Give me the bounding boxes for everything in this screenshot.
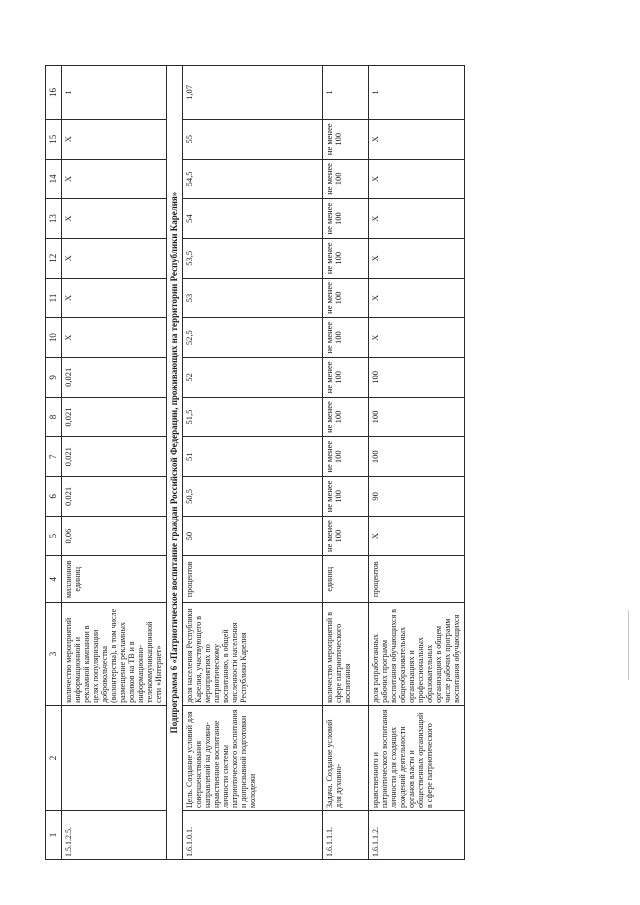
row-unit: миллионов единиц: [62, 556, 167, 603]
row-value: 0,021: [62, 397, 167, 437]
row-value: не менее 100: [323, 358, 369, 398]
row-value: X: [369, 119, 465, 159]
row-value: не менее 100: [323, 437, 369, 477]
col-header: 5: [46, 516, 62, 556]
row-indicator: доля разработанных рабочих программ воспитания обучающихся в общеобразовательных организациях и профессиональных образовательных организациях в общем числе рабочих программ воспитания обучающихся: [369, 603, 465, 706]
row-unit: единиц: [323, 556, 369, 603]
subprogram-row: [167, 66, 183, 860]
row-value: не менее 100: [323, 477, 369, 517]
row-value: 51: [183, 437, 323, 477]
row-value: не менее 100: [323, 516, 369, 556]
row-value: X: [62, 318, 167, 358]
row-value: X: [62, 159, 167, 199]
col-header: 16: [46, 66, 62, 120]
row-value: X: [369, 516, 465, 556]
row-value: 0,021: [62, 437, 167, 477]
col-header: 7: [46, 437, 62, 477]
row-name: нравственного и патриотического воспитания личности для сходящих рождений деятельности органов власти и общественных организаций в сфере патриотического: [369, 705, 465, 810]
row-value: 50: [183, 516, 323, 556]
row-link: 1,07: [183, 66, 323, 120]
row-value: 51,5: [183, 397, 323, 437]
row-value: X: [369, 199, 465, 239]
row-id: 1.5.1.2.5.: [62, 810, 167, 859]
row-indicator: количество мероприятий в сфере патриотического воспитания: [323, 603, 369, 706]
row-value: 0,021: [62, 358, 167, 398]
row-link: 1: [369, 66, 465, 120]
row-value: X: [369, 318, 465, 358]
row-name: Задача. Создание условий для духовно-: [323, 705, 369, 810]
row-id: 1.6.1.1.2.: [369, 810, 465, 859]
row-value: X: [62, 238, 167, 278]
row-indicator: количество мероприятий информационной и рекламной кампании в целях популяризации добровольчества (волонтерства), в том числе размещение рекламных роликов на ТВ и в информационно-телекоммуникационной сети «Интернет»: [62, 603, 167, 706]
row-value: 90: [369, 477, 465, 517]
row-value: X: [62, 278, 167, 318]
row-unit: процентов: [183, 556, 323, 603]
row-value: 0,06: [62, 516, 167, 556]
row-value: не менее 100: [323, 119, 369, 159]
row-value: X: [62, 119, 167, 159]
col-header: 4: [46, 556, 62, 603]
row-value: не менее 100: [323, 238, 369, 278]
table-row: [183, 66, 323, 860]
subprogram-title: Подпрограмма 6 «Патриотическое воспитание граждан Российской Федерации, проживающих на территории Республики Карелия»: [167, 66, 183, 860]
col-header: 11: [46, 278, 62, 318]
row-value: не менее 100: [323, 199, 369, 239]
column-number-row: [46, 66, 62, 860]
row-id: 1.6.1.1.1.: [323, 810, 369, 859]
row-value: не менее 100: [323, 397, 369, 437]
row-value: X: [369, 238, 465, 278]
indicators-table: [45, 65, 465, 860]
col-header: 15: [46, 119, 62, 159]
col-header: 10: [46, 318, 62, 358]
row-value: не менее 100: [323, 278, 369, 318]
col-header: 1: [46, 810, 62, 859]
rotated-table-wrapper: [45, 65, 590, 860]
col-header: 6: [46, 477, 62, 517]
row-value: не менее 100: [323, 318, 369, 358]
row-value: X: [369, 159, 465, 199]
row-value: 100: [369, 358, 465, 398]
row-value: 52,5: [183, 318, 323, 358]
row-value: 54: [183, 199, 323, 239]
row-value: 54,5: [183, 159, 323, 199]
row-value: X: [62, 199, 167, 239]
row-value: X: [369, 278, 465, 318]
row-indicator: доля населения Республики Карелия, участвующего в мероприятиях по патриотическому воспитанию, в общей численности населения Республики Карелия: [183, 603, 323, 706]
col-header: 14: [46, 159, 62, 199]
row-unit: процентов: [369, 556, 465, 603]
row-id: 1.6.1.0.1.: [183, 810, 323, 859]
table-row: [323, 66, 369, 860]
row-value: 52: [183, 358, 323, 398]
col-header: 8: [46, 397, 62, 437]
scan-artifact: [628, 610, 629, 680]
row-link: 1: [62, 66, 167, 120]
row-value: 50,5: [183, 477, 323, 517]
table-row: [62, 66, 167, 860]
col-header: 2: [46, 705, 62, 810]
row-name: [62, 705, 167, 810]
row-value: 100: [369, 397, 465, 437]
row-value: не менее 100: [323, 159, 369, 199]
col-header: 3: [46, 603, 62, 706]
row-value: 55: [183, 119, 323, 159]
row-name: Цель. Создание условий для совершенствования направлений на духовно-нравственное воспитание личности системы патриотического воспитания и допризывной подготовки молодежи: [183, 705, 323, 810]
table-row: [369, 66, 465, 860]
row-value: 53,5: [183, 238, 323, 278]
row-value: 53: [183, 278, 323, 318]
col-header: 9: [46, 358, 62, 398]
col-header: 13: [46, 199, 62, 239]
row-value: 100: [369, 437, 465, 477]
row-link: 1: [323, 66, 369, 120]
col-header: 12: [46, 238, 62, 278]
row-value: 0,021: [62, 477, 167, 517]
